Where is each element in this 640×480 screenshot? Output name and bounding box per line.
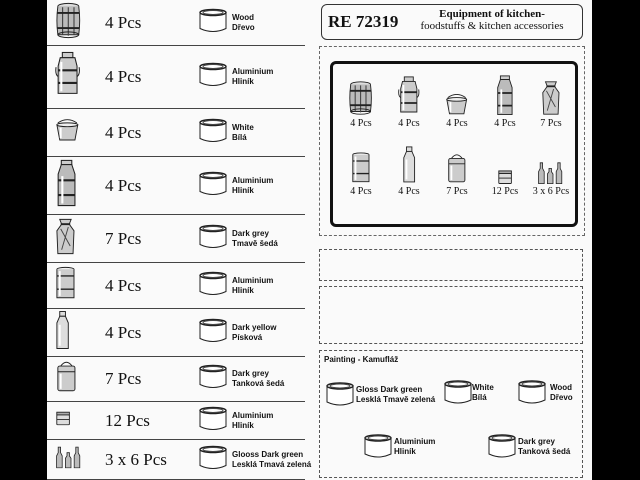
parts-row (47, 263, 305, 309)
tall-milk-can-icon (481, 68, 529, 116)
paint-name-cz: Hliník (232, 77, 254, 86)
overview-item (337, 68, 385, 129)
paint-label (232, 176, 273, 196)
paint-name-en: Dark grey (232, 369, 269, 378)
parts-overview-frame (319, 46, 585, 236)
painting-label (518, 437, 570, 457)
painting-name-cz: Hliník (394, 447, 416, 456)
product-code: RE 72319 (328, 12, 399, 31)
painting-name-en: Aluminium (394, 437, 436, 446)
overview-item (481, 136, 529, 197)
wooden-barrel-icon (55, 1, 82, 44)
paint-tin (199, 63, 227, 92)
paint-tin (199, 224, 227, 253)
painting-label (394, 437, 435, 457)
overview-qty: 4 Pcs (398, 186, 420, 197)
paint-tin (199, 445, 227, 474)
paint-tin-icon (199, 118, 227, 142)
painting-name-cz: Dřevo (550, 393, 573, 402)
paint-name-cz: Lesklá Tmavá zelená (232, 459, 312, 469)
parts-row (47, 440, 312, 480)
wooden-barrel-icon (337, 68, 385, 116)
paint-name-en: Aluminium (232, 275, 274, 285)
paint-tin-icon (199, 8, 227, 32)
paint-name-cz: Dřevo (232, 22, 255, 32)
parts-list (47, 0, 312, 480)
overview-qty: 7 Pcs (446, 186, 468, 197)
paint-label (232, 67, 273, 87)
quantity-label: 12 Pcs (105, 410, 150, 430)
parts-row (47, 309, 305, 357)
paint-name-en: Aluminium (232, 67, 274, 76)
pail-icon (55, 266, 76, 305)
painting-name-en: Dark grey (518, 437, 555, 446)
painting-label (356, 385, 435, 405)
paint-name-cz: Tanková šedá (232, 379, 285, 388)
sheet-header (321, 4, 583, 40)
paint-tin-icon (326, 381, 354, 407)
overview-qty: 4 Pcs (398, 118, 420, 129)
painting-title: Painting - Kamufláž (324, 355, 399, 364)
paint-tin-icon (199, 63, 227, 87)
pail-icon (337, 136, 385, 184)
paint-tin-icon (518, 379, 546, 405)
tall-milk-can-icon (55, 159, 78, 212)
parts-row (47, 215, 305, 263)
bucket-icon (55, 119, 80, 147)
empty-box-1 (319, 249, 583, 281)
paint-tin-icon (199, 271, 227, 295)
paint-name-en: White (232, 122, 254, 132)
overview-qty: 4 Pcs (494, 118, 516, 129)
canister-icon (433, 136, 481, 184)
parts-row (47, 157, 305, 215)
milk-churn-icon (385, 68, 433, 116)
paint-tin (199, 118, 227, 147)
paint-label (232, 13, 255, 33)
bottles-icon (527, 136, 575, 184)
paint-tin (199, 318, 227, 347)
paint-tin-icon (199, 318, 227, 342)
quantity-label: 3 x 6 Pcs (105, 449, 167, 469)
paint-name-cz: Tmavě šedá (232, 238, 278, 248)
painting-name-en: Gloss Dark green (356, 385, 423, 394)
small-jar-icon (55, 411, 71, 430)
paint-name-en: Aluminium (232, 175, 274, 185)
parts-row (47, 46, 305, 109)
empty-box-2 (319, 286, 583, 344)
parts-overview-grid (330, 61, 578, 227)
overview-qty: 4 Pcs (446, 118, 468, 129)
quantity-label: 4 Pcs (105, 275, 142, 295)
quantity-label: 4 Pcs (105, 67, 142, 86)
paint-tin (199, 406, 227, 435)
parts-row (47, 357, 305, 402)
paint-name-cz: Bílá (232, 132, 247, 142)
paint-tin (199, 365, 227, 394)
milk-churn-icon (55, 51, 80, 102)
bottles-icon (55, 446, 82, 473)
overview-item (527, 136, 575, 197)
quantity-label: 4 Pcs (105, 122, 142, 142)
paint-name-en: Dark yellow (232, 322, 277, 332)
overview-qty: 4 Pcs (350, 118, 372, 129)
overview-item (433, 136, 481, 197)
paint-tin (199, 271, 227, 300)
paint-tin-icon (199, 406, 227, 430)
paint-tin-icon (199, 171, 227, 195)
overview-item (337, 136, 385, 197)
paint-name-cz: Hliník (232, 185, 254, 195)
paint-label (232, 323, 276, 343)
overview-qty: 7 Pcs (540, 118, 562, 129)
parts-row (47, 109, 305, 157)
paint-name-en: Wood (232, 12, 255, 22)
painting-name-cz: Lesklá Tmavě zelená (356, 395, 436, 404)
overview-item (385, 68, 433, 129)
paint-tin-icon (199, 365, 227, 389)
parts-row (47, 0, 305, 46)
painting-section (319, 350, 583, 478)
overview-panel (319, 0, 592, 480)
painting-name-en: White (472, 383, 494, 392)
paint-tin-icon (364, 433, 392, 459)
small-jar-icon (481, 136, 529, 184)
paint-name-en: Aluminium (232, 410, 274, 420)
paint-label (232, 450, 311, 470)
paint-tin-icon (488, 433, 516, 459)
overview-qty: 3 x 6 Pcs (532, 186, 570, 197)
overview-item (481, 68, 529, 129)
paint-name-cz: Hliník (232, 285, 254, 295)
painting-name-en: Wood (550, 383, 573, 392)
painting-label (472, 383, 494, 403)
canister-icon (55, 360, 78, 397)
quantity-label: 4 Pcs (105, 322, 142, 342)
paint-label (232, 276, 273, 296)
paint-tin-icon (199, 445, 227, 469)
bucket-icon (433, 68, 481, 116)
paint-label (232, 369, 284, 389)
title-line-1: Equipment of kitchen- (439, 8, 545, 20)
sack-icon (527, 68, 575, 116)
overview-item (385, 136, 433, 197)
quantity-label: 4 Pcs (105, 175, 142, 195)
overview-qty: 4 Pcs (350, 186, 372, 197)
paint-label (232, 123, 254, 143)
bottle-icon (55, 310, 70, 355)
paint-label (232, 229, 278, 249)
paint-tin-icon (444, 379, 472, 405)
paint-label (232, 411, 273, 431)
quantity-label: 4 Pcs (105, 12, 142, 32)
paint-name-cz: Písková (232, 332, 263, 342)
painting-name-cz: Tanková šedá (518, 447, 571, 456)
paint-tin (199, 8, 227, 37)
overview-item (433, 68, 481, 129)
bottle-icon (385, 136, 433, 184)
quantity-label: 7 Pcs (105, 228, 142, 248)
painting-label (550, 383, 573, 403)
instruction-sheet (47, 0, 592, 480)
quantity-label: 7 Pcs (105, 369, 142, 388)
paint-tin (199, 171, 227, 200)
sheet-title (406, 8, 578, 32)
painting-name-cz: Bílá (472, 393, 487, 402)
paint-name-en: Glooss Dark green (232, 449, 304, 459)
title-line-2: foodstuffs & kitchen accessories (420, 20, 564, 32)
overview-item (527, 68, 575, 129)
overview-qty: 12 Pcs (491, 186, 519, 197)
paint-name-en: Dark grey (232, 228, 269, 238)
sack-icon (55, 217, 76, 260)
paint-name-cz: Hliník (232, 420, 254, 430)
parts-row (47, 402, 305, 440)
paint-tin-icon (199, 224, 227, 248)
